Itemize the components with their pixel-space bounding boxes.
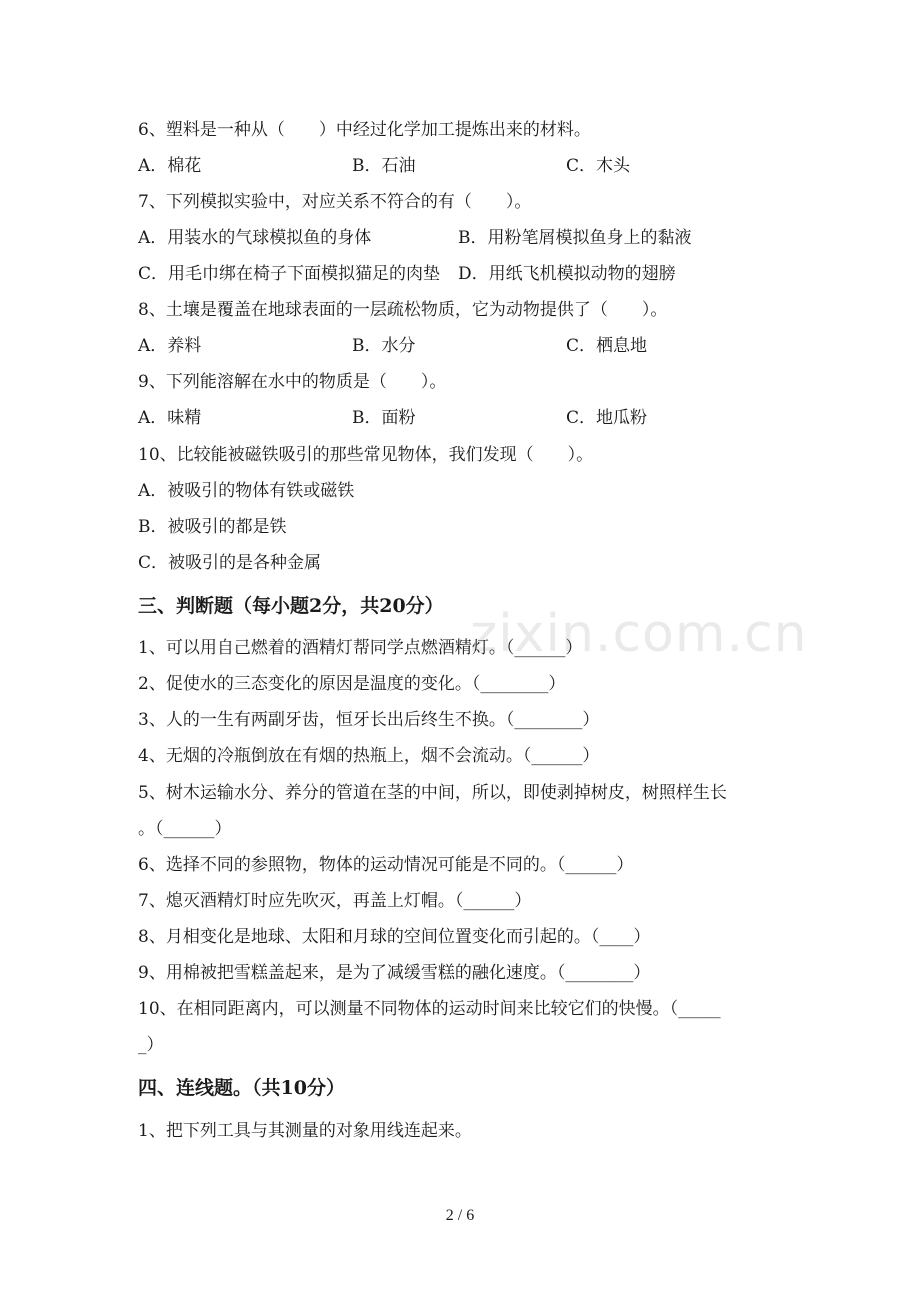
judgement-item-continued: _） — [138, 1035, 164, 1055]
question-9-option-c: C．地瓜粉 — [566, 408, 648, 428]
judgement-item: 3、人的一生有两副牙齿，恒牙长出后终生不换。（________） — [138, 710, 600, 730]
judgement-item: 5、树木运输水分、养分的管道在茎的中间，所以，即使剥掉树皮，树照样生长 — [138, 783, 727, 803]
judgement-item: 10、在相同距离内，可以测量不同物体的运动时间来比较它们的快慢。（_____ — [138, 999, 721, 1019]
question-7-option-c: C．用毛巾绑在椅子下面模拟猫足的肉垫 — [138, 264, 441, 284]
judgement-item: 1、可以用自己燃着的酒精灯帮同学点燃酒精灯。（______） — [138, 638, 583, 658]
question-6-stem: 6、塑料是一种从（ ）中经过化学加工提炼出来的材料。 — [138, 120, 591, 140]
question-10-stem: 10、比较能被磁铁吸引的那些常见物体，我们发现（ ）。 — [138, 445, 594, 465]
judgement-item: 2、促使水的三态变化的原因是温度的变化。（________） — [138, 674, 566, 694]
judgement-item-continued: 。（______） — [138, 819, 232, 839]
question-6-option-b: B．石油 — [352, 156, 416, 176]
page-number: 2 / 6 — [445, 1207, 475, 1224]
question-10-option-b: B．被吸引的都是铁 — [138, 517, 287, 537]
question-8-option-b: B．水分 — [352, 336, 416, 356]
question-10-option-a: A．被吸引的物体有铁或磁铁 — [138, 481, 355, 501]
matching-question-1: 1、把下列工具与其测量的对象用线连起来。 — [138, 1121, 472, 1141]
question-6-option-c: C．木头 — [566, 156, 631, 176]
question-7-option-a: A．用装水的气球模拟鱼的身体 — [138, 228, 372, 248]
question-8-option-c: C．栖息地 — [566, 336, 648, 356]
watermark: zixin.com.cn — [470, 604, 808, 664]
judgement-item: 6、选择不同的参照物，物体的运动情况可能是不同的。（______） — [138, 855, 634, 875]
question-7-option-d: D．用纸飞机模拟动物的翅膀 — [458, 264, 676, 284]
question-9-option-a: A．味精 — [138, 408, 202, 428]
judgement-item: 8、月相变化是地球、太阳和月球的空间位置变化而引起的。（____） — [138, 927, 651, 947]
question-6-option-a: A．棉花 — [138, 156, 202, 176]
question-8-stem: 8、土壤是覆盖在地球表面的一层疏松物质，它为动物提供了（ ）。 — [138, 300, 668, 320]
judgement-item: 7、熄灭酒精灯时应先吹灭，再盖上灯帽。（______） — [138, 891, 532, 911]
judgement-item: 4、无烟的冷瓶倒放在有烟的热瓶上，烟不会流动。（______） — [138, 746, 600, 766]
question-7-option-b: B．用粉笔屑模拟鱼身上的黏液 — [458, 228, 692, 248]
question-9-stem: 9、下列能溶解在水中的物质是（ ）。 — [138, 372, 447, 392]
section-4-title: 四、连线题。（共10分） — [138, 1077, 345, 1099]
question-9-option-b: B．面粉 — [352, 408, 416, 428]
section-3-title: 三、判断题（每小题2分，共20分） — [138, 595, 444, 617]
question-7-stem: 7、下列模拟实验中，对应关系不符合的有（ ）。 — [138, 192, 532, 212]
question-10-option-c: C．被吸引的是各种金属 — [138, 553, 322, 573]
question-8-option-a: A．养料 — [138, 336, 202, 356]
judgement-item: 9、用棉被把雪糕盖起来，是为了减缓雪糕的融化速度。（________） — [138, 963, 651, 983]
